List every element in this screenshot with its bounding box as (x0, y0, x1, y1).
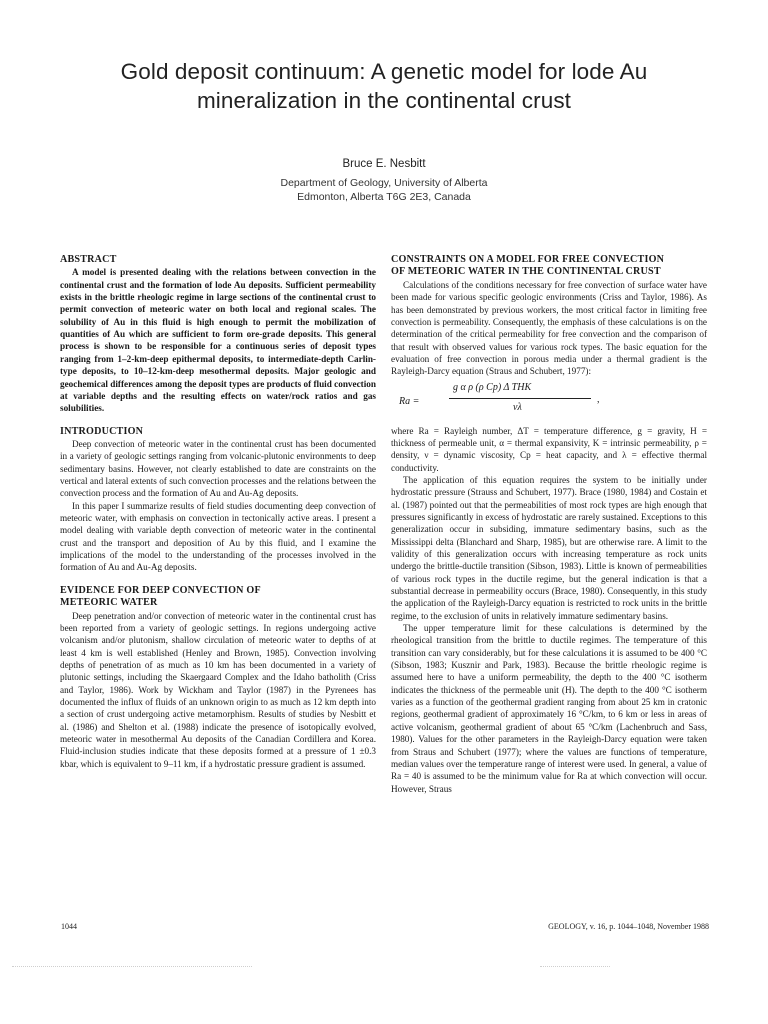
introduction-paragraph-2: In this paper I summarize results of field studies documenting deep convection of meteoric water, with emphasis on convection in tectonically active areas. I present a model dealing with variable depth convection of meteoric water in the continental crust and the transport and deposition of Au by this fluid, and I examine the implications of the model to the understanding of the processes involved in the formation of Au and Au-Ag deposits. (60, 500, 376, 573)
equation-numerator: g α ρ (ρ Cp) Δ THK (453, 381, 532, 393)
constraints-heading (391, 254, 707, 279)
constraints-paragraph-2: The application of this equation requires the system to be initially under hydrostatic pressure (Strauss and Schubert, 1977). Brace (1980, 1984) and Costain et al. (1987) pointed out that the permeabilities of most rock types are high enough that pressures significantly in excess of hydrostatic are rarely sustained. Exceptions to this generalization occur in subsiding, immature sedimentary basins, such as the Mississippi delta (Blanchard and Sharp, 1985), but are otherwise rare. A limit to the validity of this generalization occurs with increasing temperature as rock units undergo the brittle-ductile transition (Sibson, 1983). Little is known of permeabilities of various rock types in the ductile regime, but the general indication is that a substantial decrease in permeability occurs (Brace, 1980). Consequently, in this study the application of the Rayleigh-Darcy equation is restricted to rock units in the brittle regime, to the exclusion of units in relatively immature sedimentary basins. (391, 474, 707, 621)
evidence-heading (60, 585, 376, 610)
abstract-text: A model is presented dealing with the relations between convection in the continental crust and the formation of lode Au deposits. Sufficient permeability exists in the brittle rheologic regime in large sections of the continental crust to permit convection of meteoric water on both local and regional scales. The solubility of Au in this fluid is high enough to permit the mobilization of quantities of Au which are sufficient to form ore-grade deposits. This general process is shown to be responsible for a continuous series of deposit types ranging from 1–2-km-deep epithermal deposits, to intermediate-depth Carlin-type deposits, to 10–12-km-deep mesothermal deposits. Major geologic and geochemical differences among the deposit types are products of fluid convection at variable depths and the resulting effects on water/rock ratios and gas solubilities. (60, 267, 376, 414)
evidence-heading-line-2: METEORIC WATER (60, 597, 158, 609)
evidence-paragraph-1: Deep penetration and/or convection of meteoric water in the continental crust has been reported from a variety of geologic settings. In regions undergoing active volcanism and/or plutonism, shallow circulation of meteoric water to depths of at least 4 km is well established (Henley and Brown, 1985). Convection involving depths of penetration of as much as 10 km has been documented in a variety of plutonic settings, including the Skaergaard Complex and the Idaho batholith (Criss and Taylor, 1986). Work by Wickham and Taylor (1987) in the Pyrenees has documented the influx of fluids of an unknown origin to as much as 12 km depth into a section of crust undergoing active metamorphism. Results of studies by Nesbitt et al. (1986) and Shelton et al. (1988) indicate the presence of isotopically evolved, meteoric water in mesothermal Au deposits of the Canadian Cordillera and Korea. Fluid-inclusion studies indicate that these deposits formed at a pressure of 1 ±0.3 kbar, which is equivalent to 9–11 km, if a hydrostatic pressure gradient is assumed. (60, 610, 376, 769)
introduction-paragraph-1: Deep convection of meteoric water in the continental crust has been documented in a variety of geologic settings ranging from volcanic-plutonic environments to deep sedimentary basins. However, not clearly established to date are constraints on the vertical and lateral extents of such convection processes and the relations between the convection process and the formation of Au and Au-Ag deposits. (60, 438, 376, 499)
constraints-paragraph-1: Calculations of the conditions necessary for free convection of surface water have been made for various specific geologic environments (Criss and Taylor, 1986). As has been demonstrated by previous workers, the most critical factor in limiting free convection is permeability. Consequently, the emphasis of these calculations is on the determination of the critical permeability for free convection and the comparison of that result with observed values for various rock types. The basic equation for the evaluation of free convection in porous media under a thermal gradient is the Rayleigh-Darcy equation (Straus and Schubert, 1977): (391, 279, 707, 377)
constraints-heading-line-1: CONSTRAINTS ON A MODEL FOR FREE CONVECTION (391, 254, 665, 265)
left-column (60, 254, 376, 770)
journal-citation: GEOLOGY, v. 16, p. 1044–1048, November 1988 (548, 922, 709, 931)
evidence-heading-line-1: EVIDENCE FOR DEEP CONVECTION OF (60, 584, 261, 596)
equation-denominator: νλ (513, 401, 522, 413)
rayleigh-darcy-equation (391, 382, 707, 422)
scan-artifact-right (540, 966, 610, 969)
equation-lhs: Ra = (399, 395, 420, 407)
variable-definitions: where Ra = Rayleigh number, ΔT = temperature difference, g = gravity, H = thickness of permeable unit, α = thermal expansivity, K = intrinsic permeability, ρ = density, ν = dynamic viscosity, Cp = heat capacity, and λ = effective thermal conductivity. (391, 425, 707, 473)
paper-title (60, 57, 708, 115)
introduction-heading: INTRODUCTION (60, 425, 144, 437)
affiliation-line-1: Department of Geology, University of Alberta (280, 177, 488, 189)
title-line-1: Gold deposit continuum: A genetic model for lode Au (120, 59, 648, 84)
abstract-heading: ABSTRACT (60, 254, 117, 265)
title-line-2: mineralization in the continental crust (196, 88, 572, 113)
constraints-paragraph-3: The upper temperature limit for these calculations is determined by the rheological transition from the brittle to ductile regimes. The temperature of this transition can vary considerably, but for these calculations it is assumed to be 400 °C (Sibson, 1983; Kusznir and Park, 1983). Because the brittle rheologic regime is assumed here to have a uniform permeability, the depth to the 400 °C isotherm indicates the thickness of the permeable unit (H). The depth to the 400 °C isotherm varies as a function of the geothermal gradient ranging from about 25 km in cratonic regions, geothermal gradient of approximately 16 °C/km, to 6 km or less in areas of active volcanism, geothermal gradient of about 65 °C/km (Lachenbruch and Sass, 1980). Values for the other parameters in the Rayleigh-Darcy equation were taken from Straus and Schubert (1977); where the values are functions of temperature, median values over the temperature range of interest were used. In general, a value of Ra = 40 is assumed to be the minimum value for Ra at which convection will occur. However, Straus (391, 623, 707, 794)
equation-trailing-comma: , (597, 393, 600, 405)
equation-fraction-bar (449, 398, 591, 399)
page-number: 1044 (61, 922, 77, 931)
author-name: Bruce E. Nesbitt (342, 158, 426, 170)
scan-artifact-left (12, 966, 252, 969)
affiliation-line-2: Edmonton, Alberta T6G 2E3, Canada (297, 191, 471, 203)
constraints-heading-line-2: OF METEORIC WATER IN THE CONTINENTAL CRUST (391, 266, 661, 278)
right-column (391, 254, 707, 795)
